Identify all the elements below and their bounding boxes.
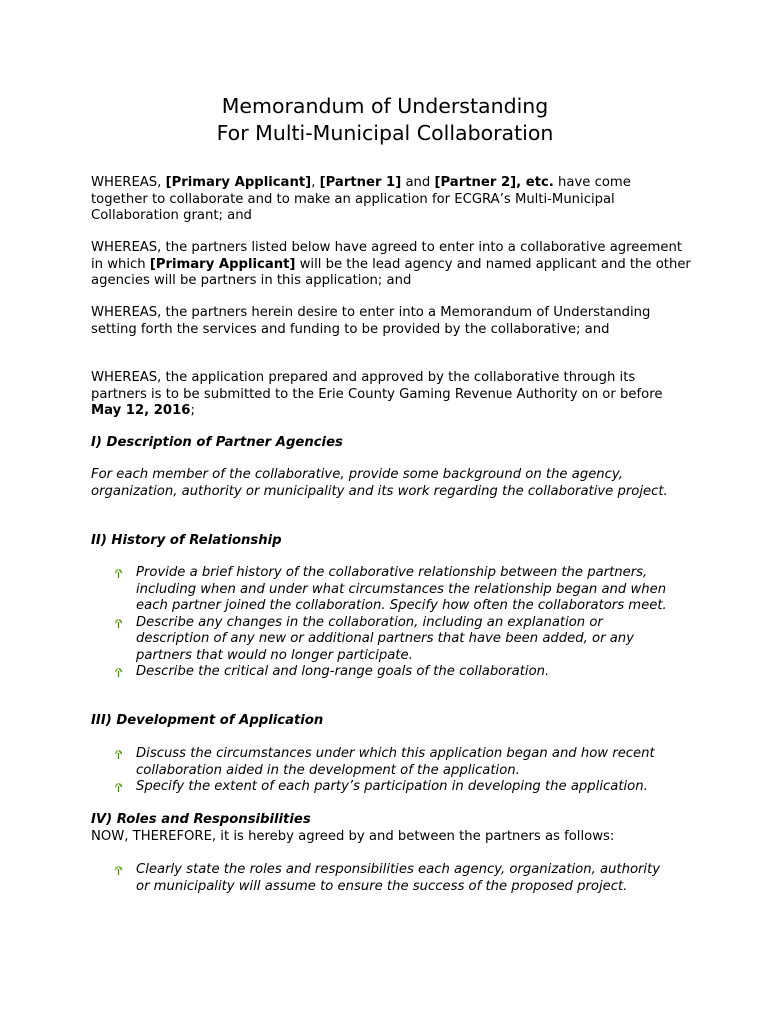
- section-4-bullet-list: [113, 862, 673, 895]
- whereas1-partner-2: [Partner 2], etc.: [434, 175, 554, 190]
- bullet-text: Discuss the circumstances under which this application began and how recent collaboration aided in the development of the application.: [136, 746, 655, 778]
- section-4-intro: NOW, THEREFORE, it is hereby agreed by and between the partners as follows:: [91, 829, 615, 844]
- bullet-text: Describe the critical and long-range goals of the collaboration.: [136, 664, 550, 679]
- whereas2-primary-applicant: [Primary Applicant]: [149, 256, 296, 272]
- leaf-bullet-icon: [113, 749, 124, 760]
- leaf-bullet-icon: [113, 667, 124, 678]
- leaf-bullet-icon: [113, 618, 124, 629]
- title-line-1: Memorandum of Understanding: [221, 94, 549, 118]
- bullet-text: Clearly state the roles and responsibilities each agency, organization, authority or municipality will assume to ensure the success of the proposed project.: [136, 862, 661, 894]
- bullet-text: Provide a brief history of the collaborative relationship between the partners, including when and under what circumstances the relationship began and when each partner joined the collaboration. Specify how often the collaborators meet.: [136, 565, 667, 613]
- whereas-paragraph-3: [91, 305, 691, 338]
- leaf-bullet-icon: [113, 568, 124, 579]
- leaf-bullet-icon: [113, 865, 124, 876]
- whereas2-prefix: WHEREAS, the partners listed below have agreed to enter into a collaborative agreement in which: [91, 240, 682, 272]
- section-2-heading: II) History of Relationship: [91, 533, 282, 548]
- section-1-heading: I) Description of Partner Agencies: [91, 435, 343, 450]
- list-item: [113, 779, 673, 796]
- bullet-text: Describe any changes in the collaboration, including an explanation or description of any new or additional partners that have been added, or any partners that would no longer participate.: [136, 614, 634, 663]
- whereas4-suffix: ;: [190, 403, 195, 418]
- whereas1-prefix: WHEREAS,: [91, 175, 166, 190]
- whereas4-date: May 12, 2016: [91, 403, 191, 418]
- section-3-heading: III) Development of Application: [91, 713, 324, 728]
- section-1-text: For each member of the collaborative, provide some background on the agency, organization, authority or municipality and its work regarding the collaborative project.: [91, 467, 668, 499]
- section-2-bullet-list: [113, 565, 673, 681]
- section-3-bullet-list: [113, 746, 673, 796]
- whereas1-rest: have come together to collaborate and to make an application for ECGRA’s Multi-Municipal Collaboration grant; and: [91, 175, 631, 223]
- whereas1-and: and: [401, 175, 435, 190]
- whereas1-primary-applicant: [Primary Applicant]: [165, 175, 312, 190]
- list-item: [113, 746, 673, 779]
- whereas2-rest: will be the lead agency and named applicant and the other agencies will be partners in this application; and: [91, 256, 691, 288]
- whereas-paragraph-2: [91, 240, 691, 290]
- whereas-paragraph-4: [91, 370, 691, 420]
- list-item: [113, 565, 673, 615]
- list-item: [113, 862, 673, 895]
- leaf-bullet-icon: [113, 782, 124, 793]
- whereas4-prefix: WHEREAS, the application prepared and approved by the collaborative through its partners is to be submitted to the Erie County Gaming Revenue Authority on or before: [91, 370, 663, 402]
- title-line-2: For Multi-Municipal Collaboration: [216, 121, 554, 145]
- whereas1-separator: ,: [311, 175, 320, 190]
- section-4-heading: IV) Roles and Responsibilities: [91, 812, 311, 827]
- bullet-text: Specify the extent of each party’s participation in developing the application.: [136, 779, 648, 794]
- whereas-paragraph-1: [91, 175, 691, 225]
- whereas1-partner-1: [Partner 1]: [319, 175, 402, 190]
- list-item: [113, 664, 673, 681]
- whereas3-text: WHEREAS, the partners herein desire to enter into a Memorandum of Understanding setting forth the services and funding to be provided by the collaborative; and: [91, 305, 651, 337]
- document-title: [0, 93, 770, 147]
- list-item: [113, 615, 673, 665]
